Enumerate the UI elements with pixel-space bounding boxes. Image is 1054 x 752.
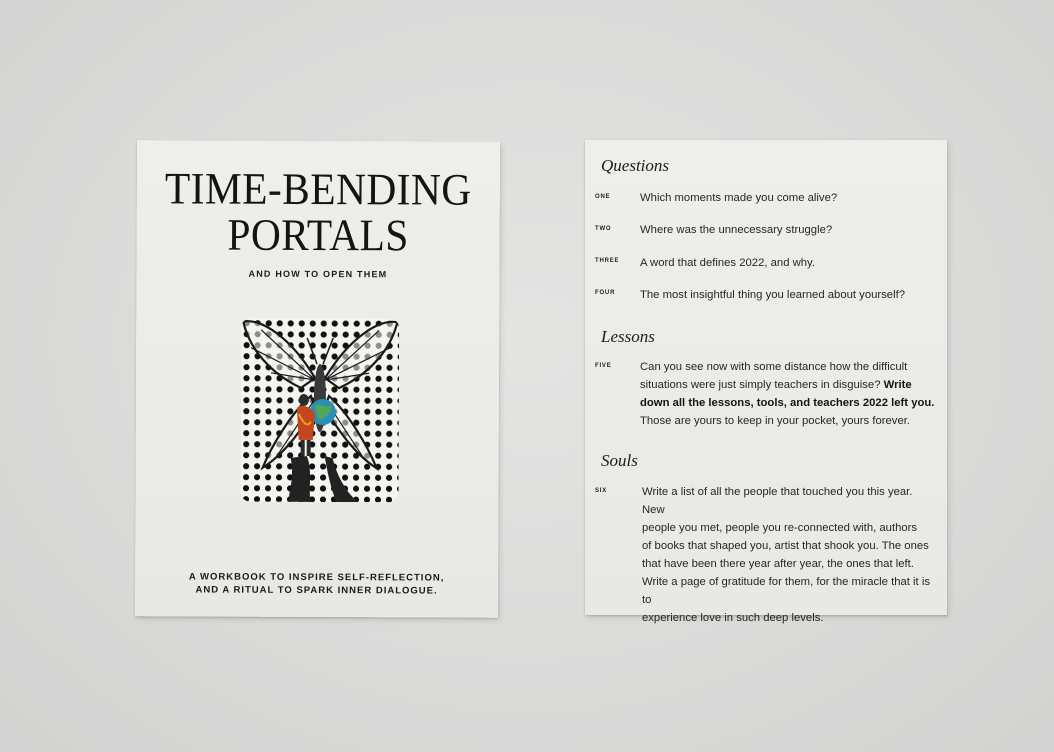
lesson-five-bold-write: Write xyxy=(883,379,912,391)
lesson-five-line-4: Those are yours to keep in your pocket, yours forever. xyxy=(640,415,911,427)
souls-six xyxy=(642,483,937,627)
souls-six-line-3: of books that shaped you, artist that shook you. The ones xyxy=(642,540,929,552)
lesson-five xyxy=(640,358,935,430)
lesson-five-line-3 xyxy=(640,394,935,412)
cover-tagline xyxy=(135,570,498,598)
cover-title-line-1: TIME-BENDING xyxy=(164,163,472,215)
item-number-five: FIVE xyxy=(595,363,612,369)
workbook-cover xyxy=(135,140,500,618)
section-title-souls: Souls xyxy=(601,451,638,470)
section-title-lessons: Lessons xyxy=(601,327,655,346)
cover-title-line-2: PORTALS xyxy=(227,209,409,261)
section-title-questions: Questions xyxy=(601,156,669,175)
question-two: Where was the unnecessary struggle? xyxy=(640,224,833,236)
souls-six-line-5: Write a page of gratitude for them, for the miracle that it is to xyxy=(642,576,930,606)
souls-six-line-2: people you met, people you re-connected with, authors xyxy=(642,522,918,534)
item-number-six: SIX xyxy=(595,488,608,494)
item-number-three: THREE xyxy=(595,258,620,264)
lesson-five-bold-instruction: down all the lessons, tools, and teachers 2022 left you. xyxy=(640,397,935,409)
lesson-five-line-2-text: situations were just simply teachers in disguise? xyxy=(640,379,881,391)
souls-six-line-1: Write a list of all the people that touched you this year. New xyxy=(642,486,913,516)
butterfly-collage-image xyxy=(240,318,399,503)
cover-tagline-line-2: AND A RITUAL TO SPARK INNER DIALOGUE. xyxy=(195,584,438,597)
workbook-questions-page xyxy=(585,140,947,624)
cover-tagline-line-1: A WORKBOOK TO INSPIRE SELF-REFLECTION, xyxy=(188,571,445,584)
question-one: Which moments made you come alive? xyxy=(640,192,838,204)
lesson-five-line-2 xyxy=(640,376,935,394)
souls-six-line-4: that have been there year after year, the ones that left. xyxy=(642,558,914,570)
question-four: The most insightful thing you learned about yourself? xyxy=(640,289,906,301)
item-number-four: FOUR xyxy=(595,290,616,296)
cover-subtitle: AND HOW TO OPEN THEM xyxy=(248,268,388,280)
lesson-five-line-1: Can you see now with some distance how the difficult xyxy=(640,361,908,373)
question-three: A word that defines 2022, and why. xyxy=(640,257,816,269)
item-number-two: TWO xyxy=(595,226,612,232)
item-number-one: ONE xyxy=(595,194,611,200)
souls-six-line-6: experience love in such deep levels. xyxy=(642,612,824,624)
